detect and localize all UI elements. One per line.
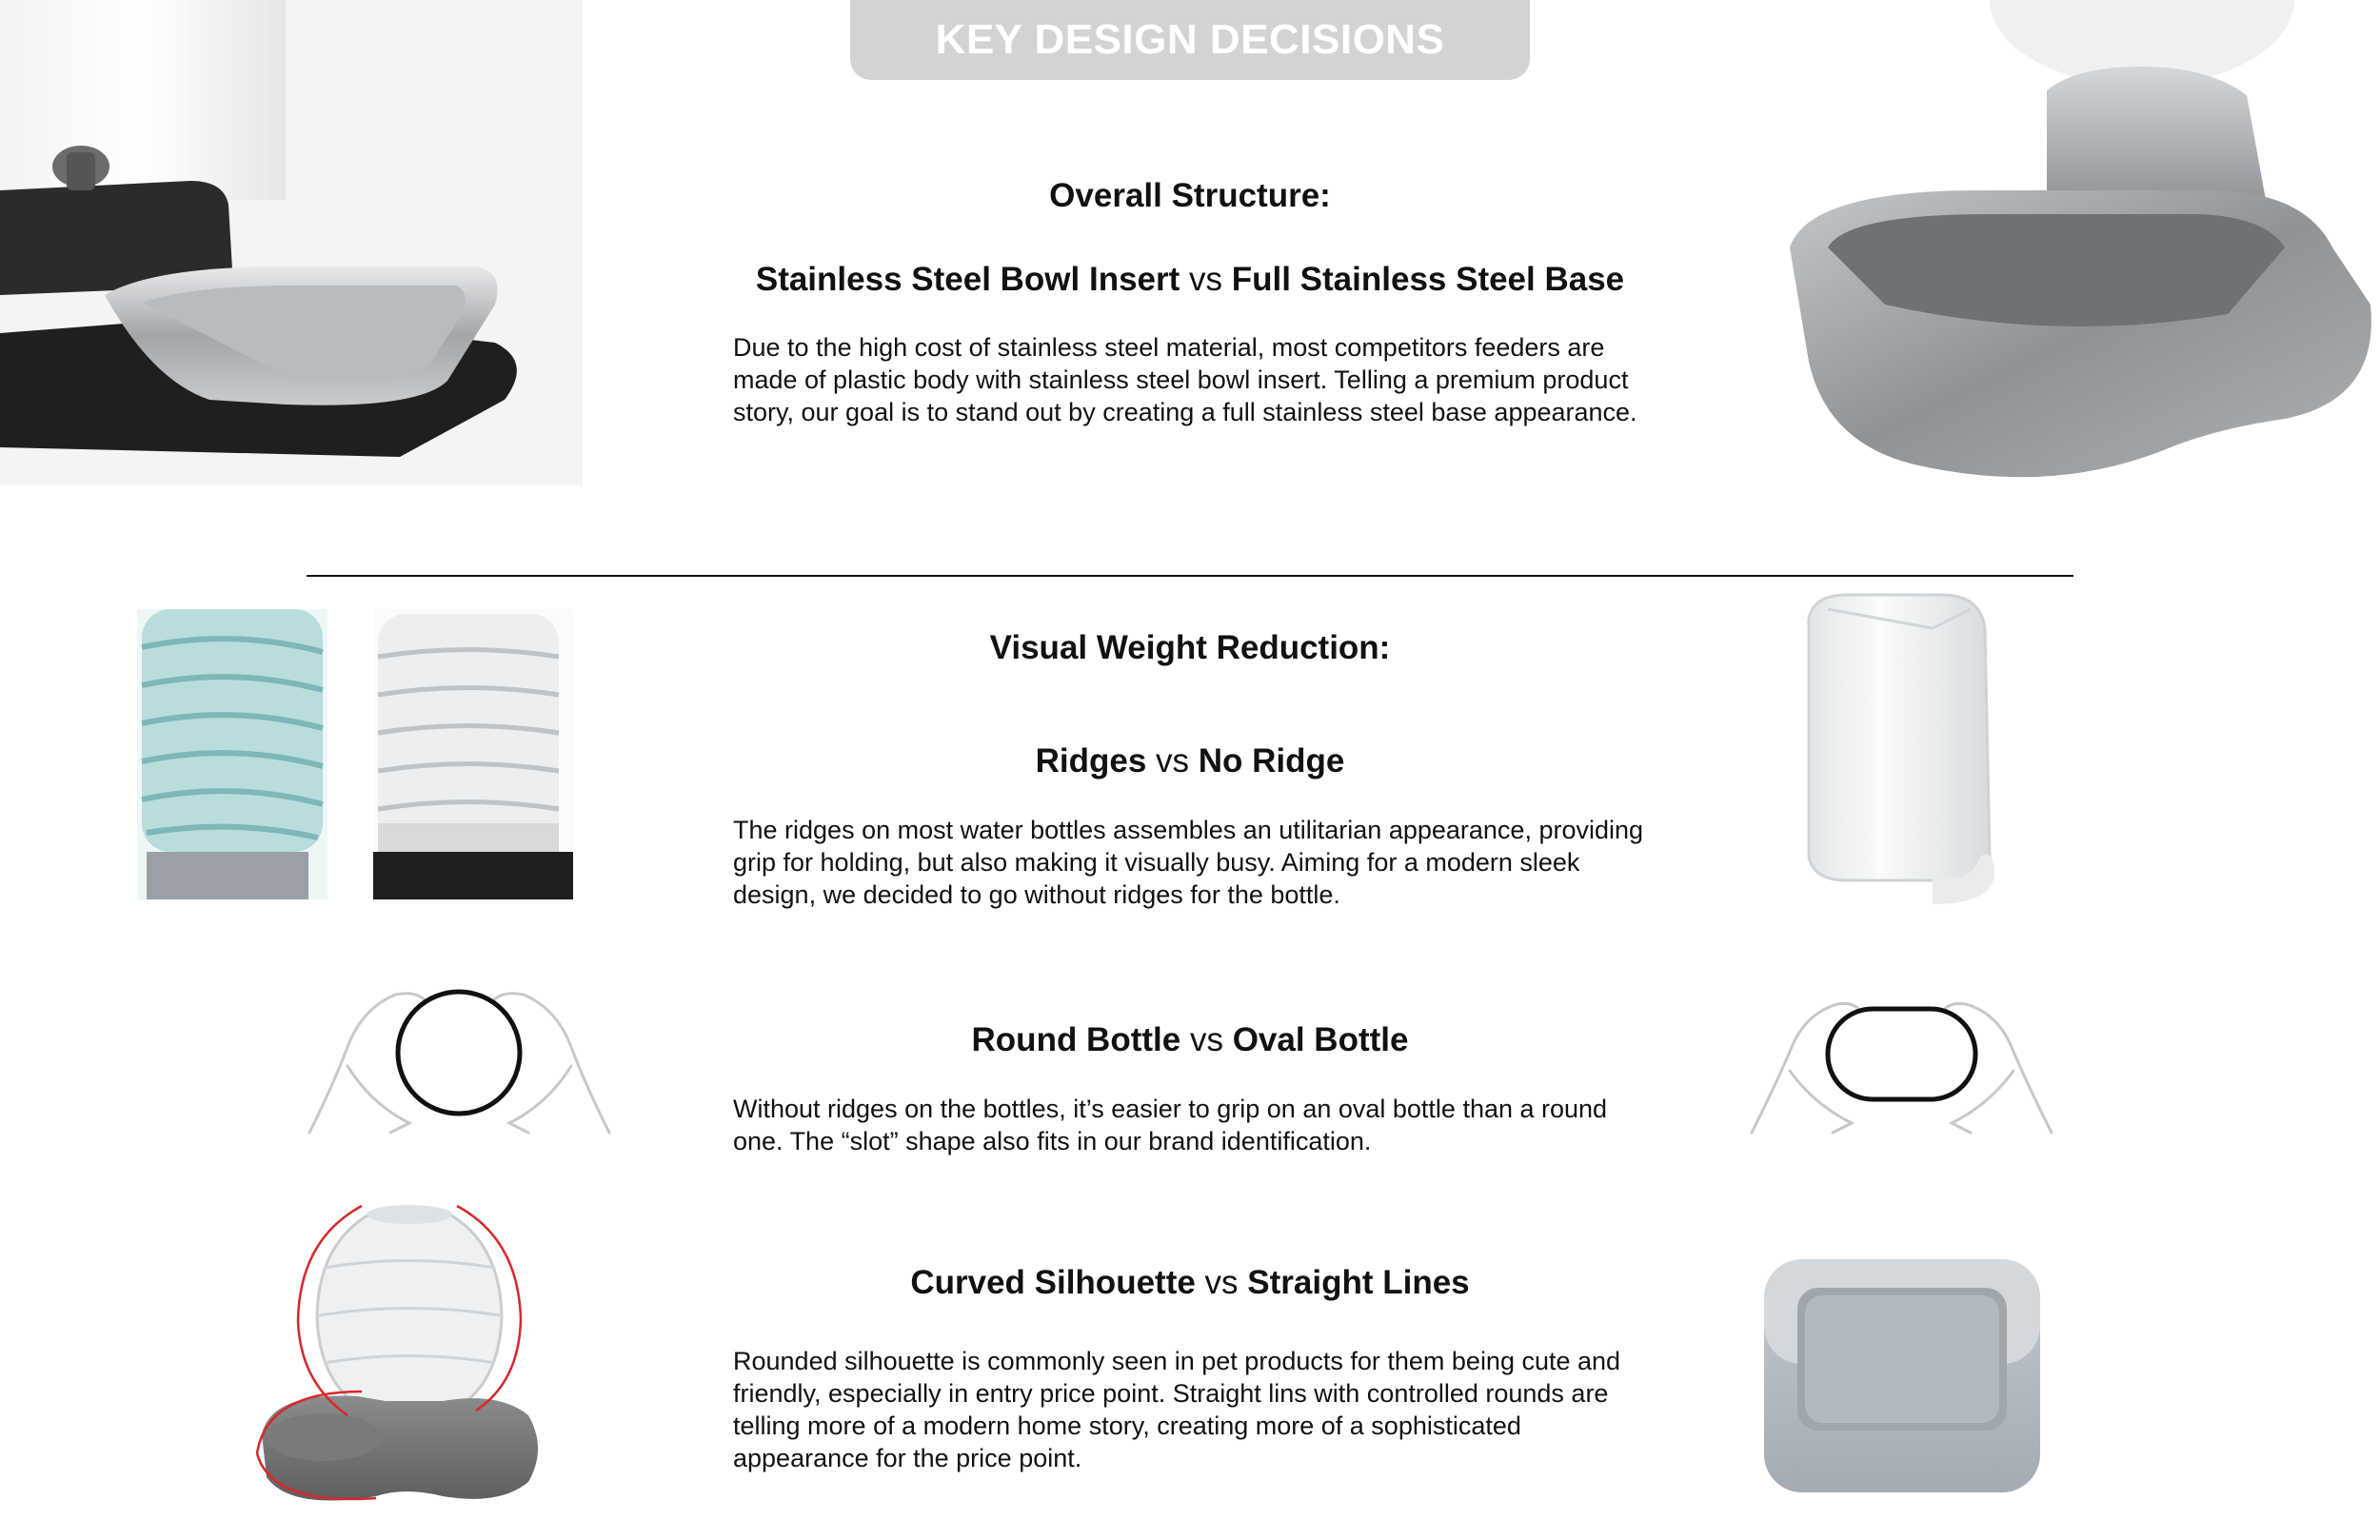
heading-vs: vs <box>1204 1264 1239 1301</box>
oval-bottle-hands-icon <box>1747 990 2056 1142</box>
full-steel-base-image <box>1771 0 2380 495</box>
plastic-feeder-insert-image <box>0 0 583 485</box>
round-oval-heading <box>666 1021 1714 1059</box>
ridges-body: The ridges on most water bottles assembles an utilitarian appearance, providing grip for holding, but also making it visually busy. Aiming for a modern sleek design, we decided to go without ridges for the bottle. <box>733 816 1644 909</box>
heading-right: Straight Lines <box>1247 1264 1470 1301</box>
visual-weight-label: Visual Weight Reduction: <box>989 629 1391 666</box>
heading-left: Stainless Steel Bowl Insert <box>755 261 1180 298</box>
heading-right: No Ridge <box>1198 742 1345 780</box>
curved-feeder-image <box>252 1201 571 1515</box>
section-header: KEY DESIGN DECISIONS <box>850 0 1530 80</box>
silhouette-heading <box>666 1264 1714 1302</box>
heading-vs: vs <box>1189 1021 1223 1058</box>
heading-left: Ridges <box>1035 742 1147 780</box>
overall-structure-heading <box>666 261 1714 299</box>
heading-vs: vs <box>1156 742 1190 780</box>
ridges-heading <box>666 742 1714 780</box>
ridged-bottle-blue-image <box>137 609 327 899</box>
ridged-bottle-clear-image <box>373 609 573 899</box>
section-divider <box>307 575 2073 577</box>
heading-right: Oval Bottle <box>1232 1021 1409 1058</box>
silhouette-body: Rounded silhouette is commonly seen in pet products for them being cute and friendly, especially in entry price point. Straight lins with controlled rounds are telling more of a modern home story, creating more of a sophisticated appearance for the price point. <box>733 1347 1621 1472</box>
overall-structure-label: Overall Structure: <box>1049 177 1331 214</box>
heading-right: Full Stainless Steel Base <box>1231 261 1625 298</box>
round-oval-body: Without ridges on the bottles, it’s easier to grip on an oval bottle than a round one. The “slot” shape also fits in our brand identification. <box>733 1095 1608 1155</box>
overall-structure-body: Due to the high cost of stainless steel material, most competitors feeders are made of plastic body with stainless steel bowl insert. Telling a premium product story, our goal is to stand out by creating a full stainless steel base appearance. <box>733 333 1637 426</box>
heading-vs: vs <box>1189 261 1223 298</box>
heading-left: Round Bottle <box>971 1021 1181 1058</box>
straight-feeder-image <box>1759 1250 2045 1499</box>
heading-left: Curved Silhouette <box>910 1264 1196 1301</box>
round-bottle-hands-icon <box>305 980 614 1142</box>
smooth-bottle-image <box>1790 590 2037 914</box>
